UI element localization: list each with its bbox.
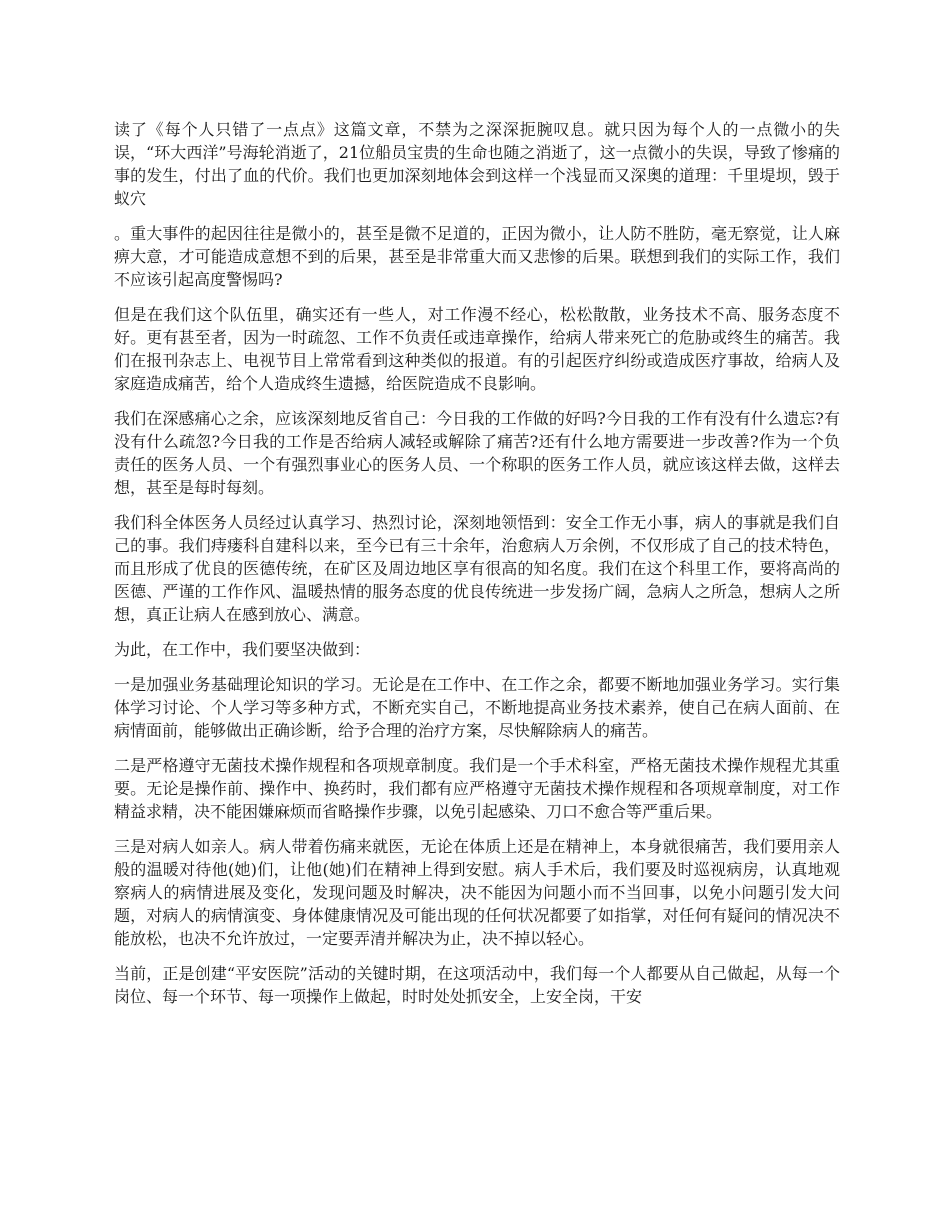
paragraph-6: 为此，在工作中，我们要坚决做到： — [114, 640, 371, 659]
document-body — [114, 118, 840, 1020]
paragraph-7: 一是加强业务基础理论知识的学习。无论是在工作中、在工作之余，都要不断地加强业务学习。实行集体学习讨论、个人学习等多种方式，不断充实自己，不断地提高业务技术素养，使自己在病人面前、在病情面前，能够做出正确诊断，给予合理的治疗方案，尽快解除病人的痛苦。 — [114, 675, 840, 740]
paragraph-8: 二是严格遵守无菌技术操作规程和各项规章制度。我们是一个手术科室，严格无菌技术操作规程尤其重要。无论是操作前、操作中、换药时，我们都有应严格遵守无菌技术操作规程和各项规章制度，对工作精益求精，决不能困嫌麻烦而省略操作步骤，以免引起感染、刀口不愈合等严重后果。 — [114, 756, 840, 821]
paragraph-9: 三是对病人如亲人。病人带着伤痛来就医，无论在体质上还是在精神上，本身就很痛苦，我们要用亲人般的温暖对待他(她)们，让他(她)们在精神上得到安慰。病人手术后，我们要及时巡视病房，认真地观察病人的病情进展及变化，发现问题及时解决，决不能因为问题小而不当回事，以免小问题引发大问题，对病人的病情演变、身体健康情况及可能出现的任何状况都要了如指掌，对任何有疑问的情况决不能放松，也决不允许放过，一定要弄清并解决为止，决不掉以轻心。 — [114, 837, 840, 948]
paragraph-1: 读了《每个人只错了一点点》这篇文章，不禁为之深深扼腕叹息。就只因为每个人的一点微小的失误，“环大西洋”号海轮消逝了，21位船员宝贵的生命也随之消逝了，这一点微小的失误，导致了惨痛的事的发生，付出了血的代价。我们也更加深刻地体会到这样一个浅显而又深奥的道理：千里堤坝，毁于蚁穴 — [114, 120, 840, 208]
paragraph-2: 。重大事件的起因往往是微小的，甚至是微不足道的，正因为微小，让人防不胜防，毫无察觉，让人麻痹大意，才可能造成意想不到的后果，甚至是非常重大而又悲惨的后果。联想到我们的实际工作，我们不应该引起高度警惕吗? — [114, 224, 840, 289]
paragraph-4: 我们在深感痛心之余，应该深刻地反省自己：今日我的工作做的好吗?今日我的工作有没有什么遗忘?有没有什么疏忽?今日我的工作是否给病人减轻或解除了痛苦?还有什么地方需要进一步改善?作为一个负责任的医务人员、一个有强烈事业心的医务人员、一个称职的医务工作人员，就应该这样去做，这样去想，甚至是每时每刻。 — [114, 409, 840, 497]
paragraph-3: 但是在我们这个队伍里，确实还有一些人，对工作漫不经心，松松散散，业务技术不高、服务态度不好。更有甚至者，因为一时疏忽、工作不负责任或违章操作，给病人带来死亡的危胁或终生的痛苦。我们在报刊杂志上、电视节目上常常看到这种类似的报道。有的引起医疗纠纷或造成医疗事故，给病人及家庭造成痛苦，给个人造成终生遗撼，给医院造成不良影响。 — [114, 305, 840, 393]
paragraph-10: 当前，正是创建“平安医院”活动的关键时期，在这项活动中，我们每一个人都要从自己做起，从每一个岗位、每一个环节、每一项操作上做起，时时处处抓安全，上安全岗，干安 — [114, 964, 840, 1006]
paragraph-5: 我们科全体医务人员经过认真学习、热烈讨论，深刻地领悟到：安全工作无小事，病人的事就是我们自己的事。我们痔瘘科自建科以来，至今已有三十余年，治愈病人万余例，不仅形成了自己的技术特色，而且形成了优良的医德传统，在矿区及周边地区享有很高的知名度。我们在这个科里工作，要将高尚的医德、严谨的工作作风、温暖热情的服务态度的优良传统进一步发扬广阔，急病人之所急，想病人之所想，真正让病人在感到放心、满意。 — [114, 513, 840, 624]
